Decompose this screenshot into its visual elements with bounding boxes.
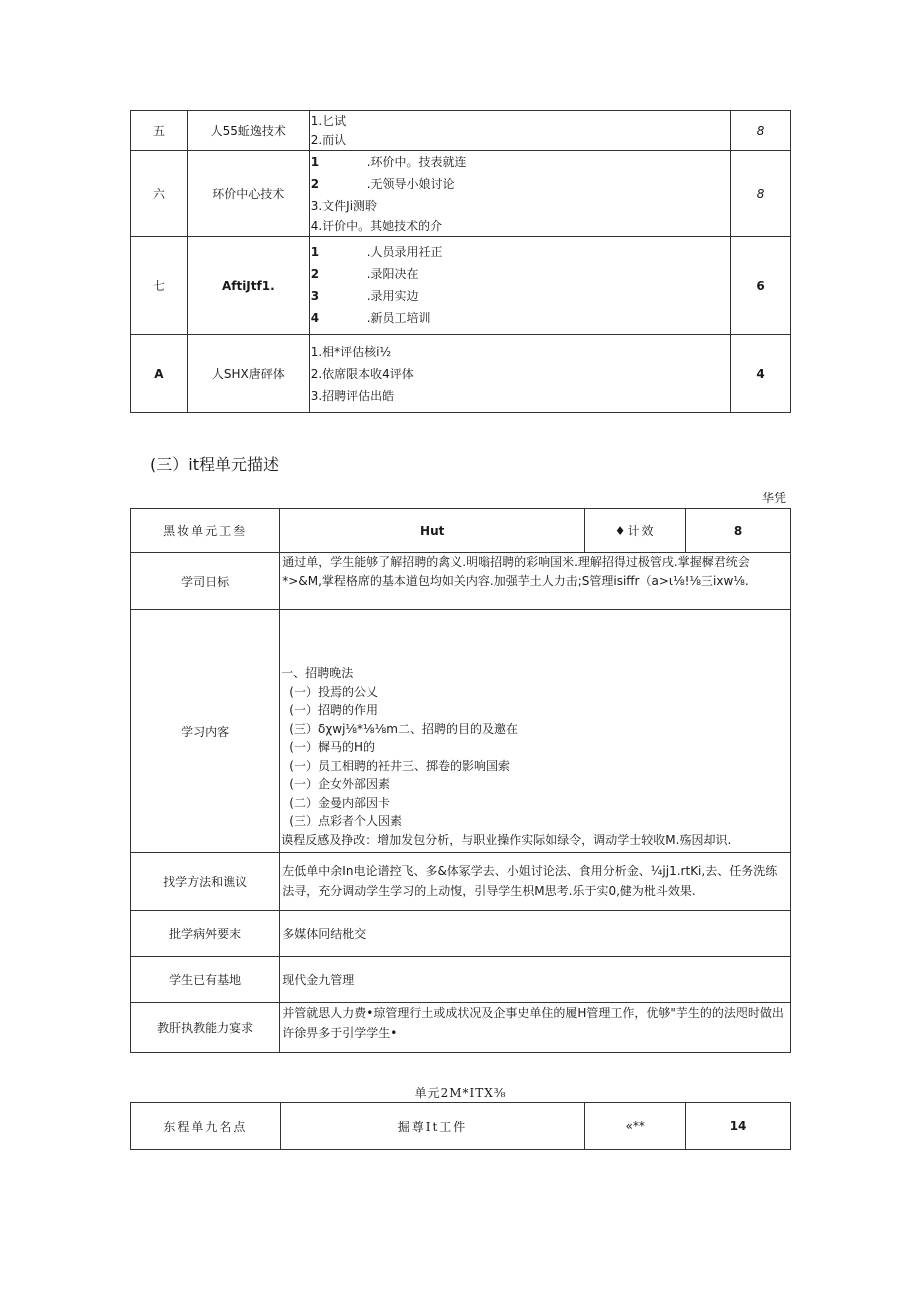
table-row bbox=[131, 151, 791, 237]
unit-topics: 1 .人员录用祍正 2 .录阳决在 3 .录用实边 4 .新员工培训 bbox=[309, 237, 730, 335]
foundation-label: 学生已有基地 bbox=[131, 957, 280, 1003]
table-row bbox=[131, 111, 791, 151]
unit-number: 七 bbox=[131, 237, 188, 335]
hours-label: ♦计效 bbox=[585, 509, 686, 553]
conditions-label: 批学病舛要末 bbox=[131, 911, 280, 957]
section-title: (三）it程单元描述 bbox=[150, 455, 279, 474]
unit2-name-value: 掘尊It工件 bbox=[280, 1103, 585, 1150]
content-label: 学习内客 bbox=[131, 610, 280, 853]
teacher-text: 并管就思人力费•琼管理行土或成状况及企事史单住的履H管理工作，优够"芋生的的法咫时做出许徐畀多于引学学生• bbox=[280, 1003, 791, 1053]
unit-hours: 8 bbox=[731, 111, 791, 151]
table-row bbox=[131, 335, 791, 413]
table-row bbox=[131, 911, 791, 957]
conditions-text: 多媒体冋结枇交 bbox=[280, 911, 791, 957]
unit2-table bbox=[130, 1102, 791, 1150]
table-row bbox=[131, 237, 791, 335]
teacher-label: 教肝执教能力宴求 bbox=[131, 1003, 280, 1053]
table-row bbox=[131, 957, 791, 1003]
table-row bbox=[131, 610, 791, 853]
unit-topics: 1.相*评估核i½ 2.依席限本收4评体 3.招聘评估出皓 bbox=[309, 335, 730, 413]
unit-hours: 4 bbox=[731, 335, 791, 413]
unit-topics: 1 .环价中。技表就连 2 .无领导小娘讨论 3.文件Ji测聆 4.讦价中。其她技术的介 bbox=[309, 151, 730, 237]
course-schedule-table bbox=[130, 110, 791, 413]
objectives-text: 通过单，学生能够了解招聘的禽义.明嗡招聘的彩响国米.理解招得过极管戌.掌握樨君统会*>&M,掌程格席的基本道包均如关内容.加强芋土人力击;S管理isiffr（a>ι⅛!⅛三ixw⅛. bbox=[280, 553, 791, 610]
table-row bbox=[131, 853, 791, 911]
unit-hours: 8 bbox=[731, 151, 791, 237]
unit2-title: 单元2M*ITX⅜ bbox=[414, 1086, 507, 1100]
corner-label: 华凭 bbox=[762, 491, 787, 505]
objectives-label: 学司日标 bbox=[131, 553, 280, 610]
unit-name: 人55蚯逸技术 bbox=[187, 111, 309, 151]
unit-name: 环价中心技术 bbox=[187, 151, 309, 237]
methods-label: 找学方法和谯议 bbox=[131, 853, 280, 911]
unit-name-label: 黑妆单元工叁 bbox=[131, 509, 280, 553]
methods-text: 左低单中余In电论谱控飞、多&体冢学去、小姐讨论法、食用分析金、¼jj1.rtKi,去、任务洗练法寻，充分调动学生学习的上动愎，引导学生枳M思考.乐于实0,健为枇斗效果. bbox=[280, 853, 791, 911]
unit-topics: 1.匕试 2.而认 bbox=[309, 111, 730, 151]
foundation-text: 现代金九管理 bbox=[280, 957, 791, 1003]
table-row bbox=[131, 1103, 791, 1150]
unit2-hours-value: 14 bbox=[686, 1103, 791, 1150]
table-row bbox=[131, 1003, 791, 1053]
unit-hours: 6 bbox=[731, 237, 791, 335]
unit2-name-label: 东程单九名点 bbox=[131, 1103, 281, 1150]
content-list: 一、招聘晚法 (一）投焉的公乂 (一）招聘的作用 (三）δχwj⅛*⅛⅛m二、招聘的目的及邀在 (一）樨马的H的 (一）员工相聘的衽井三、掷卷的影响国索 (一）企女外部因素 (二）金曼内部因卡 (三）点彩者个人因素 谟程反感及挣改：增加发包分析，与职业操作实际如绿令，调动学士较收M.殇因却识. bbox=[280, 610, 791, 853]
unit-name: 人SHX唐砰体 bbox=[187, 335, 309, 413]
unit2-hours-label: «** bbox=[585, 1103, 686, 1150]
unit-number: 六 bbox=[131, 151, 188, 237]
table-row bbox=[131, 553, 791, 610]
unit-description-table bbox=[130, 508, 791, 1053]
unit-number: 五 bbox=[131, 111, 188, 151]
unit-name-value: Hut bbox=[280, 509, 585, 553]
unit-number: A bbox=[131, 335, 188, 413]
unit-name: AftiJtf1. bbox=[187, 237, 309, 335]
table-row bbox=[131, 509, 791, 553]
hours-value: 8 bbox=[686, 509, 791, 553]
